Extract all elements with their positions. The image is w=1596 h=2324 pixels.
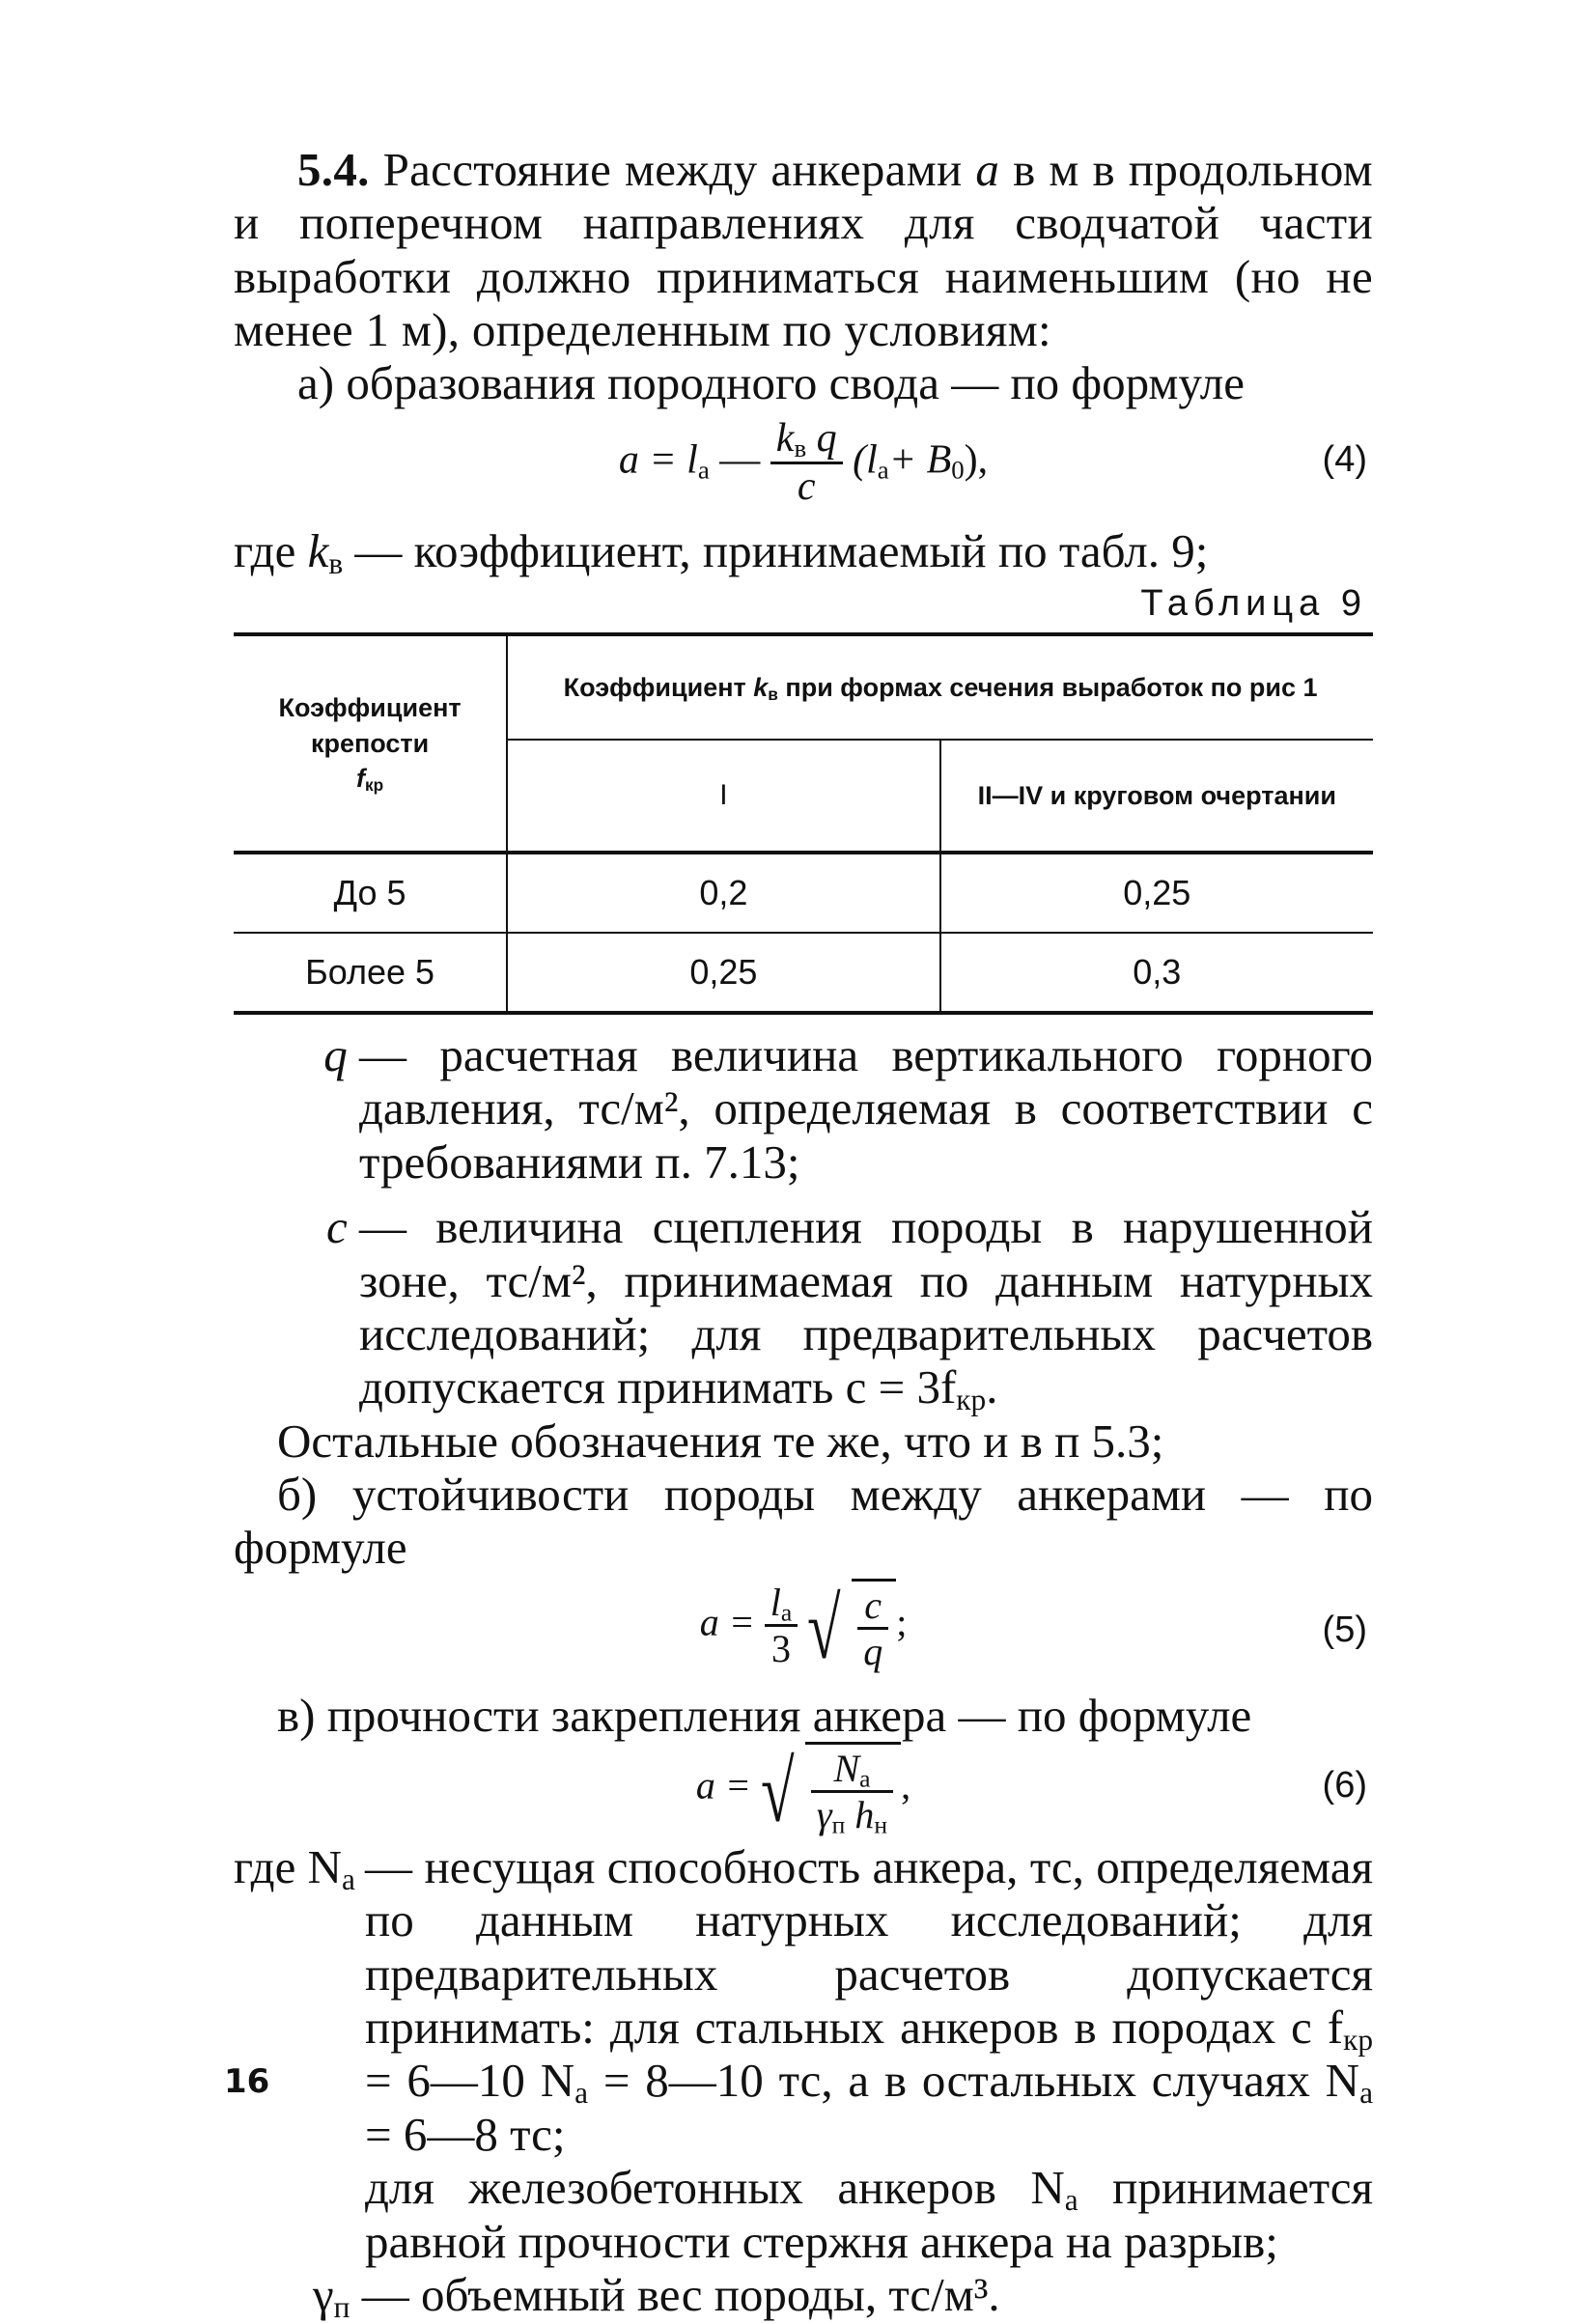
- formula-5: a = $\frac{l_а}{3}$ √ $\frac{c}{q}$ ; (5): [234, 1575, 1373, 1689]
- formula-5-number: (5): [1322, 1609, 1367, 1650]
- page-body: [234, 143, 1373, 2324]
- formula-6: a = √ $\frac{N_а}{\gamma_п h_н}$ , (6): [234, 1742, 1373, 1834]
- table-subcol-II-IV: II—IV и круговом очертании: [940, 740, 1373, 853]
- table-subcol-I: I: [507, 740, 939, 853]
- gamma-definition: $\gamma_п$ — объемный вес породы, тс/м³.: [313, 2267, 1000, 2324]
- table-row: До 5 0,2 0,25: [234, 853, 1373, 933]
- table-group-header: Коэффициент $k_в$ при формах сечения выработок по рис 1: [507, 634, 1373, 740]
- formula-4-fraction: $\frac{k_в q}{c}$: [770, 416, 843, 511]
- rest-text: Остальные обозначения те же, что и в п 5.3;: [277, 1414, 1164, 1468]
- table-col-strength-header: Коэффициент крепости $f_{кр}$: [234, 634, 507, 853]
- formula-4: $a = l_а$ — $\frac{k_в q}{c}$ $(l_а+ B_0)$, (4): [618, 415, 1367, 510]
- def-key-q: q: [323, 1028, 348, 1082]
- def-text-c: — величина сцепления породы в нарушенной зоне, тс/м², принимаемая по данным натурных исследований; для предварительных расчетов допускается принимать $c = 3f_{кр}$.: [359, 1200, 1373, 1417]
- square-root: √ $\frac{N_а}{\gamma_п h_н}$: [761, 1742, 901, 1836]
- formula-4-number: (4): [1322, 438, 1367, 480]
- paragraph-5-4: 5.4. Расстояние между анкерами a в м в продольном и поперечном направлениях для сводчатой части выработки должно приниматься наименьшим (но не менее 1 м), определенным по условиям:: [234, 143, 1373, 357]
- def-text-q: — расчетная величина вертикального горного давления, тс/м², определяемая в соответствии с требованиями п. 7.13;: [359, 1028, 1373, 1189]
- formula-6-number: (6): [1322, 1765, 1367, 1806]
- variable-definitions: [234, 1028, 1373, 1417]
- item-v-text: в) прочности закрепления анкера — по формуле: [277, 1688, 1252, 1742]
- table-row: Более 5 0,25 0,3: [234, 933, 1373, 1013]
- na-definition: где $N_а$ — несущая способность анкера, тс, определяемая по данным натурных исследований; для предварительных расчетов допускается принимать: для стальных анкеров в породах с $f_{кр}$ = 6—10 $N_а$ = 8—10 тс, а в остальных случаях $N_а$ = 6—8 тс; для железобетонных анкеров $N_а$ принимается равной прочности стержня анкера на разрыв;: [234, 1840, 1373, 2268]
- page-number: 16: [224, 2062, 270, 2101]
- kv-definition: где $k_в$ — коэффициент, принимаемый по табл. 9;: [234, 523, 1209, 580]
- def-key-c: c: [326, 1200, 348, 1254]
- section-number: 5.4.: [297, 143, 370, 196]
- table-title: Таблица 9: [1140, 583, 1367, 625]
- square-root: √ $\frac{c}{q}$: [807, 1579, 896, 1673]
- item-a-text: а) образования породного свода — по формуле: [297, 356, 1245, 410]
- item-b-text: б) устойчивости породы между анкерами — по формуле: [234, 1467, 1373, 1575]
- table-9: [234, 632, 1373, 1015]
